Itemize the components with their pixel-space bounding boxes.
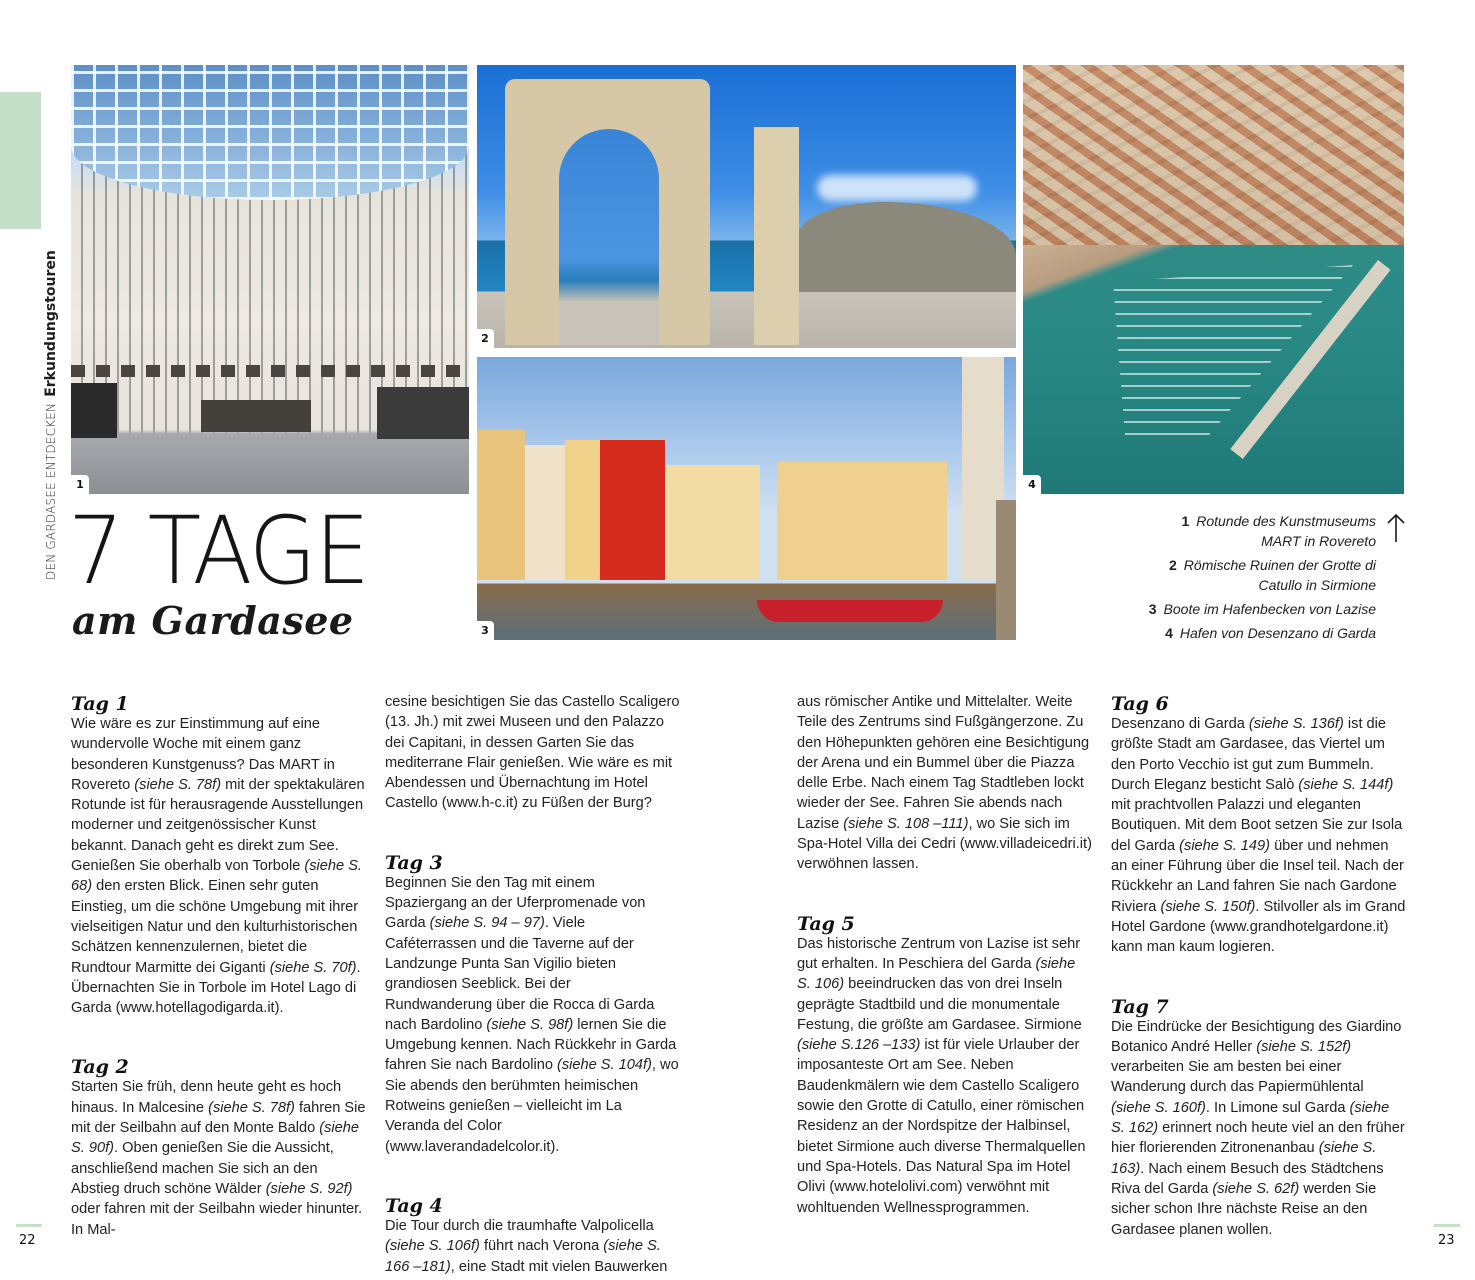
page-reference: (siehe S. 162): [1111, 1099, 1390, 1137]
body-text: oder fahren mit der Seilbahn wieder hinunter. In Mal-: [71, 1201, 363, 1238]
text-column-1: [71, 690, 366, 1256]
window-row: [71, 365, 469, 377]
day-heading: Tag 2: [71, 1056, 129, 1079]
photo-number: 2: [477, 329, 494, 348]
body-text: . Oben genießen Sie die Aussicht, anschließend machen Sie sich an den Abstieg druch schöne Wälder: [71, 1140, 334, 1197]
photo-desenzano-harbour: [1023, 65, 1404, 494]
body-text: Desenzano di Garda: [1111, 716, 1249, 732]
body-text: verarbeiten Sie am besten bei einer Wanderung durch das Papiermühlental: [1111, 1059, 1364, 1096]
page-reference: (siehe S. 62f): [1212, 1180, 1300, 1197]
page-reference: (siehe S. 78f): [208, 1099, 295, 1116]
photo-number: 3: [477, 621, 494, 640]
page-reference: (siehe S.126 –133): [797, 1037, 921, 1054]
building: [777, 462, 947, 580]
building: [665, 465, 760, 580]
caption-line: Römische Ruinen der Grotte di: [1183, 557, 1376, 573]
body-text: erinnert noch heute viel an den früher hier florierenden Zitronenanbau: [1111, 1120, 1405, 1157]
body-text: , eine Stadt mit vielen Bauwerken: [450, 1258, 668, 1275]
page-reference: (siehe S. 149): [1179, 837, 1271, 854]
page-reference: (siehe S. 150f): [1160, 898, 1256, 915]
day-heading: Tag 4: [385, 1194, 443, 1217]
entrance-left: [71, 383, 117, 438]
photo-number: 1: [71, 475, 89, 494]
day-paragraph: [1111, 714, 1406, 958]
photo-captions: [1096, 511, 1376, 647]
caption-number: 3: [1148, 601, 1157, 617]
day-heading: Tag 3: [385, 851, 443, 874]
day-paragraph: [71, 1077, 366, 1239]
body-text: mit prachtvollen Palazzi und eleganten Boutiquen. Mit dem Boot setzen Sie zur Isola del Garda: [1111, 797, 1403, 854]
body-text: beeindrucken das von drei Inseln geprägte Stadtbild und die monumentale Festung, die größte am Gardasee. Sirmione: [797, 976, 1082, 1033]
caption-number: 1: [1181, 513, 1190, 529]
caption-text: Boote im Hafenbecken von Lazise: [1163, 601, 1376, 617]
photo-lazise-harbour: [477, 357, 1016, 640]
section-color-tab: [0, 92, 41, 229]
page-reference: (siehe S. 106f): [385, 1238, 480, 1255]
caption-item: [1096, 623, 1376, 643]
glass-dome: [71, 65, 469, 200]
clouds: [817, 175, 977, 201]
day-paragraph: [385, 1216, 680, 1277]
photo-grotte-di-catullo: [477, 65, 1016, 348]
caption-text: [1196, 511, 1376, 551]
day-heading: Tag 6: [1111, 693, 1169, 715]
building: [525, 445, 565, 580]
caption-item: [1096, 555, 1376, 595]
caption-line: Rotunde des Kunstmuseums: [1196, 513, 1376, 529]
body-text: . Stilvoller als im Grand Hotel Gardone (www.grandhotelgardone.it) kann man kaum logieren.: [1111, 898, 1406, 956]
body-text: , wo Sie sich im Spa-Hotel Villa dei Cedri (www.villadeicedri.it) verwöhnen lassen.: [797, 815, 1092, 873]
body-text: fahren Sie mit der Seilbahn auf den Monte Baldo: [71, 1099, 366, 1137]
roman-arch: [505, 79, 710, 345]
body-text: werden Sie sicher schon Ihre nächste Reise an den Gardasee planen wollen.: [1111, 1180, 1377, 1238]
page-reference: (siehe S. 78f): [134, 776, 222, 793]
caption-line: MART in Rovereto: [1261, 533, 1376, 549]
running-header-section: Erkundungstouren: [43, 250, 59, 397]
body-text: Beginnen Sie den Tag mit einem Spaziergang an der Uferpromenade von Garda: [385, 874, 646, 932]
body-text: , wo Sie abends den berühmten heimischen Rotweins genießen – vielleicht im La Veranda del Color (www.laverandadelcolor.it).: [385, 1057, 679, 1155]
body-text: . Viele Caféterrassen und die Taverne auf der Landzunge Punta San Vigilio bieten grandiosen Seeblick. Bei der Rundwanderung über die Rocca di Garda nach Bardolino: [385, 915, 655, 1033]
day-paragraph: [385, 692, 680, 814]
caption-text: [1184, 555, 1376, 595]
body-text: cesine besichtigen Sie das Castello Scaligero (13. Jh.) mit zwei Museen und den Palazzo dei Capitani, in dessen Garten Sie das mediterrane Flair genießen. Wie wäre es mit Abendessen und Übernachtung im Hotel Castello (www.h-c.it) zu Füßen der Burg?: [385, 694, 680, 812]
page-title: 7 TAGE: [68, 497, 369, 606]
page-subtitle: am Gardasee: [72, 598, 354, 643]
page-reference: (siehe S. 106): [797, 955, 1076, 993]
photo-mart-rotunda: [71, 65, 469, 494]
page-reference: (siehe S. 152f): [1256, 1038, 1352, 1055]
page-reference: (siehe S. 94 – 97): [429, 915, 545, 932]
page-reference: (siehe S. 70f): [269, 959, 357, 976]
text-column-4: [1111, 690, 1406, 1256]
page-reference: (siehe S. 108 –111): [843, 815, 969, 832]
ruins-rocks: [797, 202, 1016, 292]
page-reference: (siehe S. 98f): [486, 1016, 574, 1033]
page-reference: (siehe S. 68): [71, 858, 362, 895]
body-text: . Nach einem Besuch des Städtchens Riva del Garda: [1111, 1160, 1384, 1197]
page-reference: (siehe S. 163): [1111, 1140, 1377, 1177]
page-number-left: 22: [19, 1233, 36, 1248]
day-paragraph: [797, 934, 1092, 1218]
stone-wall: [996, 500, 1016, 640]
day-heading: Tag 5: [797, 912, 855, 935]
page-reference: (siehe S. 144f): [1298, 776, 1394, 793]
body-text: ist die größte Stadt am Gardasee, das Viertel um den Porto Vecchio ist gut zum Bummeln. Durch Eleganz besticht Salò: [1111, 716, 1387, 793]
day-paragraph: [71, 714, 366, 1018]
body-text: Das historische Zentrum von Lazise ist sehr gut erhalten. In Peschiera del Garda: [797, 935, 1081, 972]
body-text: mit der spektakulären Rotunde ist für herausragende Ausstellungen moderner und zeitgenössischer Kunst bekannt. Danach geht es direkt zum See. Genießen Sie oberhalb von Torbole: [71, 776, 365, 875]
photo-number: 4: [1023, 475, 1041, 494]
text-column-2: [385, 692, 680, 1280]
body-text: Starten Sie früh, denn heute geht es hoch hinaus. In Malcesine: [71, 1079, 342, 1116]
caption-text: Hafen von Desenzano di Garda: [1179, 625, 1376, 641]
running-header: [44, 250, 58, 580]
body-text: lernen Sie die Umgebung kennen. Nach Rückkehr in Garda fahren Sie nach Bardolino: [385, 1016, 677, 1074]
body-text: führt nach Verona: [479, 1238, 604, 1255]
body-text: über und nehmen an einer Führung über die Insel teil. Nach der Rückkehr an Land fahren Sie nach Gardone Riviera: [1111, 837, 1404, 915]
day-heading: Tag 1: [71, 693, 129, 715]
entrance-right: [377, 387, 469, 439]
body-text: ist für viele Urlauber der imposanteste Ort am See. Neben Baudenkmälern wie dem Castello Scaligero sowie den Grotte di Catullo, einer römischen Residenz an der Nordspitze der Halbinsel, bietet Sirmione auch diverse Thermalquellen und Spa-Hotels. Das Natural Spa im Hotel Olivi (www.hotelolivi.com) verwöhnt mit wohltuenden Wellnessprogrammen.: [797, 1037, 1086, 1216]
caption-line: Catullo in Sirmione: [1258, 577, 1376, 593]
red-boat: [757, 600, 943, 622]
page-reference: (siehe S. 92f): [265, 1180, 353, 1197]
day-paragraph: [1111, 1017, 1406, 1240]
day-paragraph: [797, 692, 1092, 875]
body-text: Die Tour durch die traumhafte Valpolicella: [385, 1217, 654, 1234]
roman-pillar: [754, 127, 799, 345]
arrow-up-icon: [1386, 513, 1406, 543]
body-text: . Übernachten Sie in Torbole im Hotel Lago di Garda (www.hotellagodigarda.it).: [71, 959, 361, 1017]
entrance-center: [201, 400, 311, 432]
caption-number: 2: [1169, 557, 1177, 573]
body-text: Wie wäre es zur Einstimmung auf eine wundervolle Woche mit einem ganz besonderen Kunstgenuss? Das MART in Rovereto: [71, 716, 335, 793]
page-reference: (siehe S. 160f): [1111, 1099, 1206, 1116]
page-reference: (siehe S. 166 –181): [385, 1238, 661, 1275]
day-paragraph: [385, 873, 680, 1157]
town-aerial: [1023, 65, 1404, 245]
page-reference: (siehe S. 90f): [71, 1120, 360, 1157]
caption-number: 4: [1165, 625, 1173, 641]
building: [477, 430, 525, 580]
body-text: den ersten Blick. Einen sehr guten Einstieg, um die schöne Umgebung mit ihrer vielseitigen Natur und den kulturhistorischen Schätzen kennenzulernen, bietet die Rundtour Marmitte dei Giganti: [71, 878, 359, 976]
text-column-3: [797, 692, 1092, 1234]
caption-item: [1096, 599, 1376, 619]
body-text: . In Limone sul Garda: [1205, 1099, 1350, 1116]
building: [600, 440, 665, 580]
body-text: aus römischer Antike und Mittelalter. Weite Teile des Zentrums sind Fußgängerzone. Zu den Höhepunkten gehören eine Besichtigung der Arena und ein Bummel über die Piazza delle Erbe. Nach einem Tag Stadtleben lockt wieder der See. Fahren Sie abends nach Lazise: [797, 694, 1090, 832]
page-reference: (siehe S. 136f): [1248, 716, 1344, 732]
building: [565, 440, 600, 580]
caption-item: [1096, 511, 1376, 551]
page-reference: (siehe S. 104f): [557, 1057, 652, 1074]
running-header-kicker: DEN GARDASEE ENTDECKEN: [44, 402, 58, 580]
page-number-right: 23: [1438, 1233, 1455, 1248]
day-heading: Tag 7: [1111, 995, 1169, 1018]
body-text: Die Eindrücke der Besichtigung des Giardino Botanico André Heller: [1111, 1018, 1402, 1055]
